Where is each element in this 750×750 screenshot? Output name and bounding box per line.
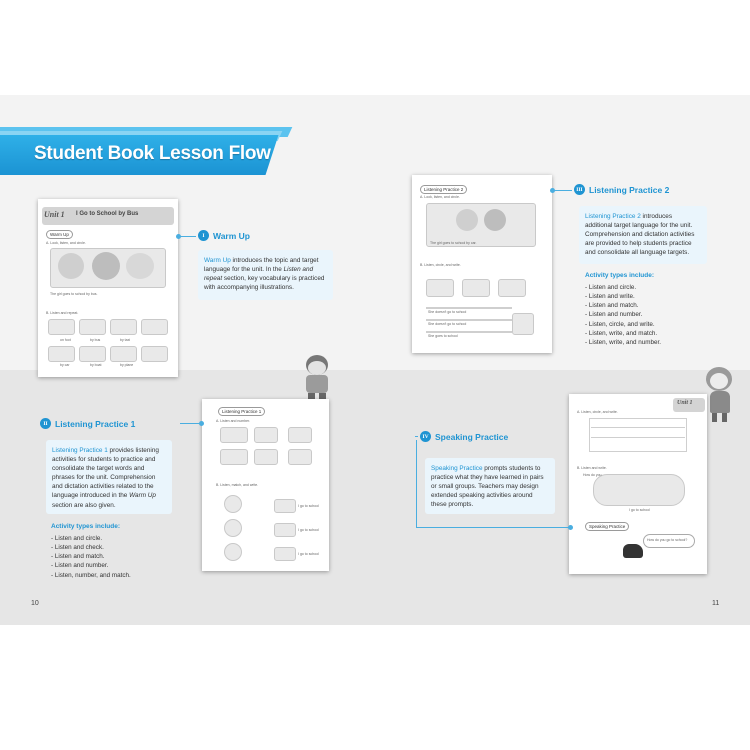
section-badge-icon: IV	[420, 431, 431, 442]
thumb-label: by boat	[90, 363, 102, 367]
activity-item: - Listen, write, and match.	[585, 329, 658, 337]
lp1-title: Listening Practice 1	[55, 418, 136, 429]
warm-up-lead: Warm Up	[204, 257, 231, 264]
lp1-italic: Warm Up	[129, 492, 156, 500]
thumb-instruction: B. Listen and write.	[577, 466, 607, 470]
activity-item: - Listen and check.	[51, 544, 104, 552]
speaking-tab: Speaking Practice	[585, 522, 629, 531]
activity-item: - Listen and match.	[585, 302, 639, 310]
warm-up-italic: Listen and repeat	[204, 266, 314, 283]
warm-up-heading	[198, 230, 250, 241]
thumb-answer: She doesn't go to school	[428, 310, 467, 314]
warm-up-thumbnail	[38, 199, 178, 377]
section-badge-icon: III	[574, 184, 585, 195]
lp1-description	[46, 440, 172, 514]
lp1-body2: section are also given.	[52, 501, 116, 509]
lp1-lead: Listening Practice 1	[52, 447, 108, 454]
activity-item: - Listen and circle.	[51, 535, 103, 542]
activity-item: - Listen and write.	[585, 293, 635, 301]
title-banner	[0, 127, 290, 177]
warm-up-title: Warm Up	[213, 230, 250, 241]
activity-item: - Listen and number.	[51, 562, 109, 570]
thumb-label: by taxi	[120, 338, 131, 342]
lp2-body: introduces additional target language for the unit. Comprehension and dictation activities are provided to help students practice and consolidate all language targets.	[585, 213, 695, 257]
listening-practice-2-thumbnail	[412, 175, 552, 353]
thumb-answer: I go to school	[298, 552, 319, 556]
speaking-heading	[420, 431, 508, 442]
thumb-instruction: B. Listen, match, and write.	[216, 483, 259, 487]
unit-label: Unit 1	[44, 210, 65, 219]
thumb-instruction: A. Look, listen, and circle.	[46, 241, 86, 245]
thumb-instruction: A. Look, listen, and circle.	[420, 195, 460, 199]
speaking-lead: Speaking Practice	[431, 465, 483, 472]
speech-bubble-text: How do you go to school?	[647, 538, 688, 542]
warm-up-tab: Warm Up	[46, 230, 73, 239]
thumb-answer: She goes to school	[428, 334, 458, 338]
lp1-heading	[40, 418, 135, 429]
thumb-answer: I go to school	[298, 504, 319, 508]
section-badge-icon: I	[198, 230, 209, 241]
activity-item: - Listen, number, and match.	[51, 571, 131, 579]
thumb-label: by plane	[120, 363, 134, 367]
activity-item: - Listen, write, and number.	[585, 338, 661, 346]
dog-icon	[623, 544, 643, 558]
lp2-activity-heading: Activity types include:	[585, 272, 654, 279]
thumb-caption: The girl goes to school by car.	[430, 241, 477, 245]
thumb-label: by bus	[90, 338, 101, 342]
lp2-activity-list	[585, 283, 661, 347]
speaking-description	[425, 458, 555, 514]
unit-title: I Go to School by Bus	[76, 211, 139, 217]
unit-label: Unit 1	[677, 400, 693, 406]
lp1-activity-list	[51, 534, 131, 580]
section-badge-icon: II	[40, 418, 51, 429]
boy-character-illustration	[300, 355, 334, 405]
listening-practice-1-thumbnail	[202, 399, 329, 571]
thumb-label: by car	[60, 363, 70, 367]
thumb-instruction: B. Listen and repeat.	[46, 311, 79, 315]
thumb-label: on foot	[60, 338, 71, 342]
thumb-instruction: A. Listen and number.	[216, 419, 251, 423]
thumb-caption: The girl goes to school by bus.	[50, 292, 98, 296]
lp2-description	[579, 206, 707, 264]
warm-up-description	[198, 250, 333, 300]
activity-item: - Listen and circle.	[585, 284, 637, 291]
lp1-body: provides listening activities for students to practice and consolidate the target words and phrases for the unit. Comprehension and dictation activities related to the language introduced in the	[52, 447, 159, 500]
page-number-right: 11	[712, 600, 720, 607]
speaking-body: prompts students to practice what they have learned in pairs or small groups. Teachers may design extended speaking activities around these prompts.	[431, 465, 544, 509]
thumb-instruction: A. Listen, circle, and write.	[577, 410, 618, 414]
thumb-answer: I go to school	[298, 528, 319, 532]
lp2-lead: Listening Practice 2	[585, 213, 641, 220]
warm-up-body: introduces the topic and target language for the unit. In the	[204, 257, 319, 274]
speaking-practice-thumbnail	[569, 394, 707, 574]
thumb-instruction: B. Listen, circle, and write.	[420, 263, 461, 267]
lp1-tab: Listening Practice 1	[218, 407, 265, 416]
lp2-tab: Listening Practice 2	[420, 185, 467, 194]
page-number-left: 10	[31, 600, 39, 607]
lp2-title: Listening Practice 2	[589, 184, 670, 195]
thumb-prompt: How do you	[583, 473, 602, 477]
activity-item: - Listen and match.	[51, 553, 105, 561]
activity-item: - Listen, circle, and write.	[585, 320, 655, 328]
thumb-answer: I go to school	[629, 508, 650, 512]
thumb-answer: She doesn't go to school	[428, 322, 467, 326]
speaking-title: Speaking Practice	[435, 431, 509, 442]
lp2-heading	[574, 184, 669, 195]
activity-item: - Listen and number.	[585, 311, 643, 319]
lp1-activity-heading: Activity types include:	[51, 523, 120, 530]
page-title: Student Book Lesson Flow	[34, 143, 271, 164]
warm-up-body2: section, key vocabulary is practiced with accompanying illustrations.	[204, 275, 325, 292]
